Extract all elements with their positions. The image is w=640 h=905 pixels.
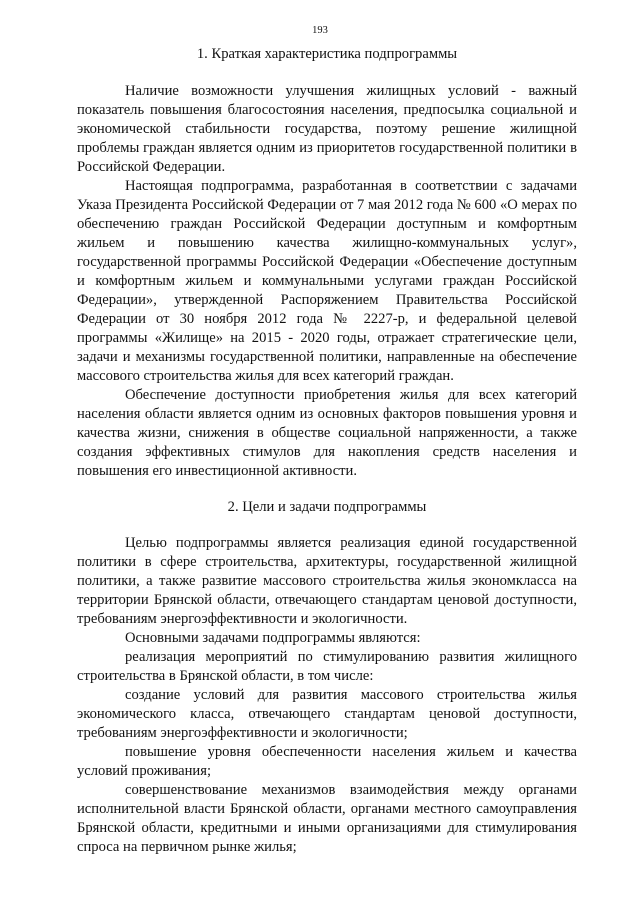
section-1-paragraph-1: Наличие возможности улучшения жилищных условий - важный показатель повышения благосостояния населения, предпосылка социальной и экономической стабильности государства, поэтому решение жилищной проблемы граждан является одним из приоритетов государственной политики в Российской Федерации. xyxy=(77,83,577,175)
section-1 xyxy=(77,45,577,481)
section-2-paragraph-1: Целью подпрограммы является реализация единой государственной политики в сфере строительства, архитектуры, государственной жилищной политики, а также развитие массового строительства жилья экономкласса на территории Брянской области, отвечающего стандартам ценовой доступности, требованиям энергоэффективности и экологичности. xyxy=(77,535,577,627)
section-1-paragraph-3: Обеспечение доступности приобретения жилья для всех категорий населения области является одним из основных факторов повышения уровня и качества жизни, снижения в обществе социальной напряженности, а также создания эффективных стимулов для накопления средств населения и повышения его инвестиционной активности. xyxy=(77,387,577,479)
section-1-title: 1. Краткая характеристика подпрограммы xyxy=(196,46,458,62)
page-content xyxy=(77,45,577,857)
section-2-paragraph-5: повышение уровня обеспеченности населения жильем и качества условий проживания; xyxy=(77,744,577,779)
section-2-paragraph-6: совершенствование механизмов взаимодействия между органами исполнительной власти Брянской области, органами местного самоуправления Брянской области, кредитными и иными организациями для стимулирования спроса на первичном рынке жилья; xyxy=(77,782,577,855)
section-2-paragraph-4: создание условий для развития массового строительства жилья экономического класса, отвечающего стандартам ценовой доступности, требованиям энергоэффективности и экологичности; xyxy=(77,687,577,741)
section-1-paragraph-2: Настоящая подпрограмма, разработанная в соответствии с задачами Указа Президента Российской Федерации от 7 мая 2012 года № 600 «О мерах по обеспечению граждан Российской Федерации доступным и комфортным жильем и повышению качества жилищно-коммунальных услуг», государственной программы Российской Федерации «Обеспечение доступным и комфортным жильем и коммунальными услугами граждан Российской Федерации», утвержденной Распоряжением Правительства Российской Федерации от 30 ноября 2012 года № 2227-р, и федеральной целевой программы «Жилище» на 2015 - 2020 годы, отражает стратегические цели, задачи и механизмы государственной политики, направленные на обеспечение массового строительства жилья для всех категорий граждан. xyxy=(77,178,577,384)
section-2 xyxy=(77,498,577,857)
section-2-paragraph-3: реализация мероприятий по стимулированию развития жилищного строительства в Брянской области, в том числе: xyxy=(77,649,577,684)
page-number: 193 xyxy=(312,25,328,36)
section-2-paragraph-2: Основными задачами подпрограммы являются: xyxy=(125,630,421,646)
section-2-title: 2. Цели и задачи подпрограммы xyxy=(227,499,427,515)
